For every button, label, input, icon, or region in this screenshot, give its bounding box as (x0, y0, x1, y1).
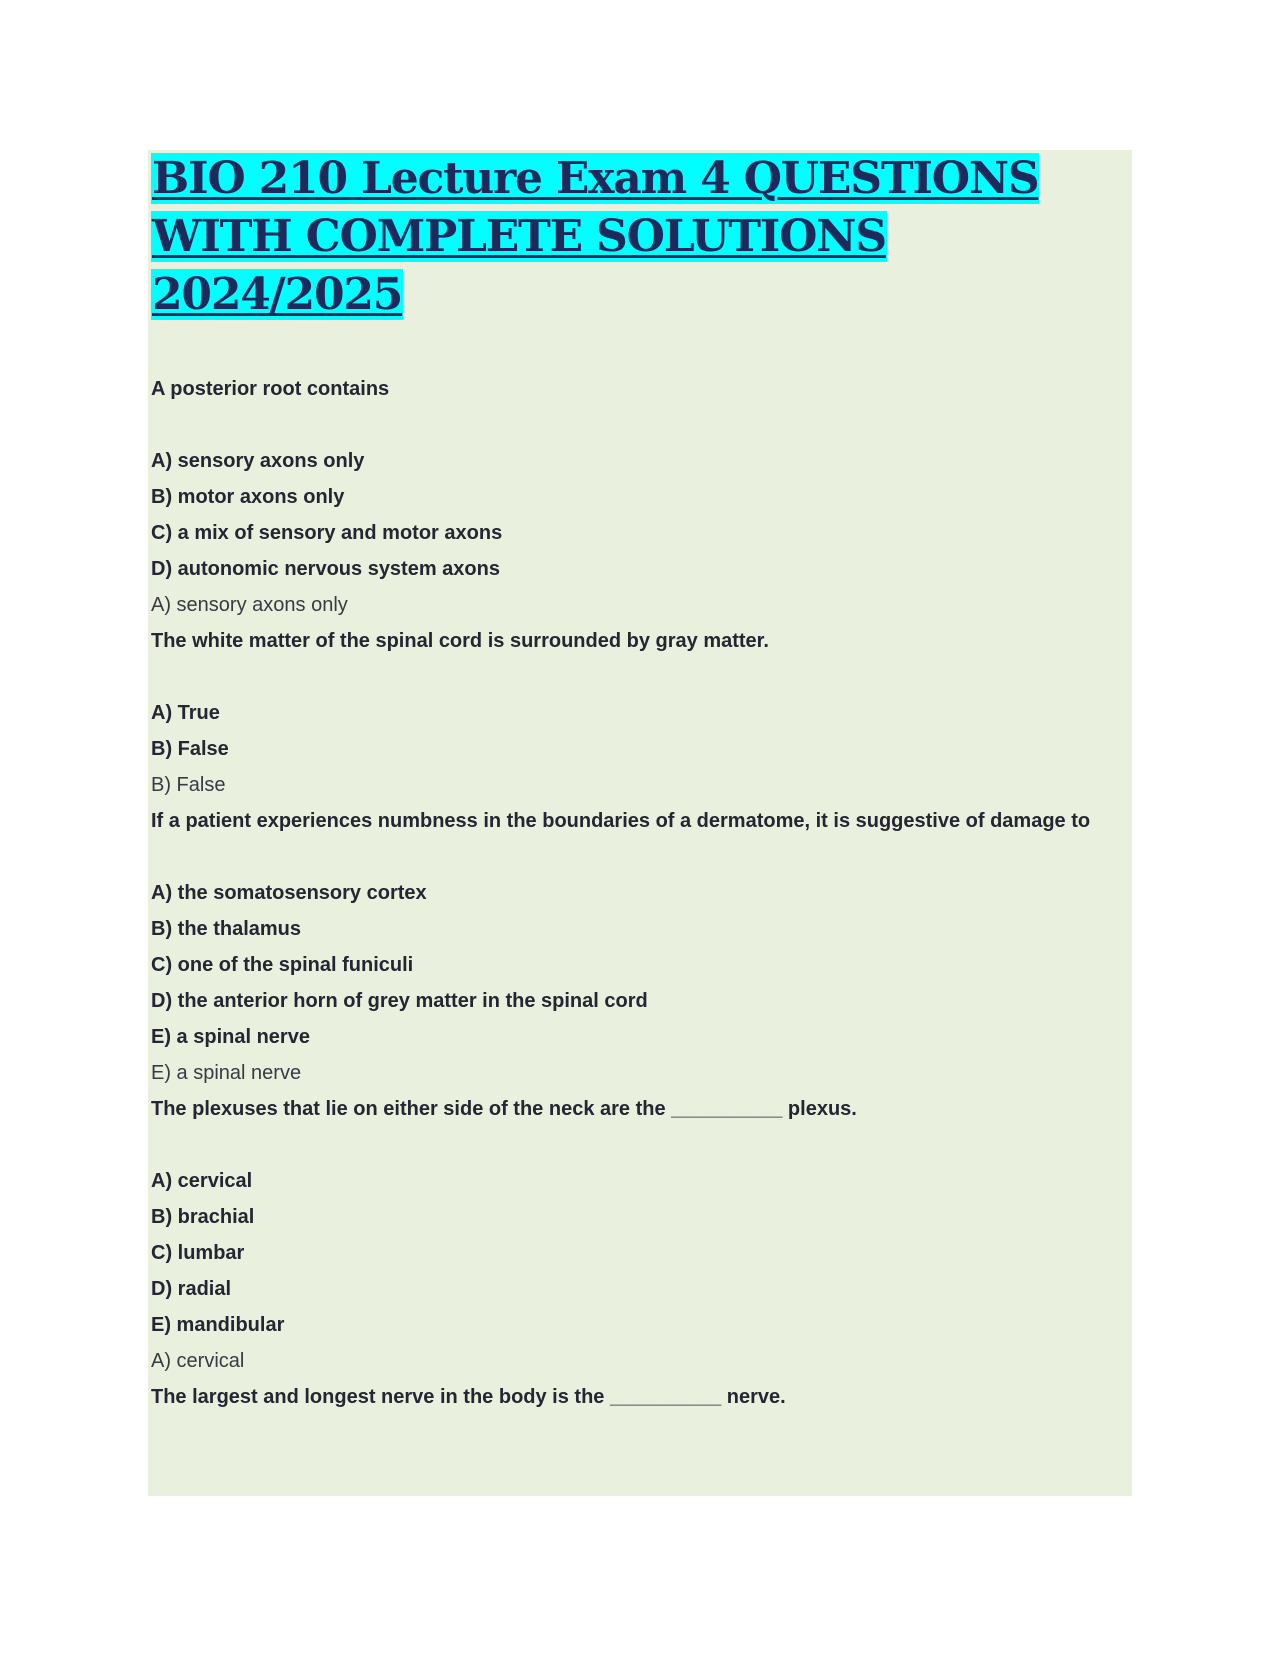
answer-option: A) the somatosensory cortex (151, 882, 427, 904)
answer-option: D) the anterior horn of grey matter in the spinal cord (151, 990, 648, 1012)
answer-option: A) cervical (151, 1170, 253, 1192)
question-text: The plexuses that lie on either side of the neck are the __________ plexus. (151, 1098, 857, 1120)
question-text: A posterior root contains (151, 378, 390, 400)
question-block-3 (151, 803, 1111, 1091)
spacer (151, 659, 1111, 695)
answer-option: C) a mix of sensory and motor axons (151, 522, 503, 544)
correct-answer: B) False (151, 774, 226, 796)
answer-option: C) one of the spinal funiculi (151, 954, 414, 976)
answer-option: B) the thalamus (151, 918, 302, 940)
answer-option: E) mandibular (151, 1314, 285, 1336)
document-title-text: BIO 210 Lecture Exam 4 QUESTIONS WITH COMPLETE SOLUTIONS 2024/2025 (152, 153, 1039, 320)
spacer (151, 839, 1111, 875)
answer-option: B) brachial (151, 1206, 255, 1228)
question-block-5 (151, 1379, 1111, 1415)
correct-answer: A) sensory axons only (151, 594, 348, 616)
answer-option: E) a spinal nerve (151, 1026, 310, 1048)
spacer (151, 1127, 1111, 1163)
answer-option: A) True (151, 702, 220, 724)
question-text: The white matter of the spinal cord is surrounded by gray matter. (151, 630, 769, 652)
answer-option: B) motor axons only (151, 486, 345, 508)
answer-option: D) autonomic nervous system axons (151, 558, 500, 580)
answer-option: A) sensory axons only (151, 450, 365, 472)
answer-option: B) False (151, 738, 229, 760)
document-title (151, 150, 1131, 324)
correct-answer: A) cervical (151, 1350, 245, 1372)
answer-option: C) lumbar (151, 1242, 245, 1264)
question-block-1 (151, 371, 1111, 623)
question-text: If a patient experiences numbness in the boundaries of a dermatome, it is suggestive of damage to (151, 810, 1091, 832)
question-block-4 (151, 1091, 1111, 1379)
correct-answer: E) a spinal nerve (151, 1062, 302, 1084)
question-text: The largest and longest nerve in the body is the __________ nerve. (151, 1386, 786, 1408)
spacer (151, 407, 1111, 443)
answer-option: D) radial (151, 1278, 232, 1300)
question-block-2 (151, 623, 1111, 803)
question-list (151, 371, 1111, 1415)
